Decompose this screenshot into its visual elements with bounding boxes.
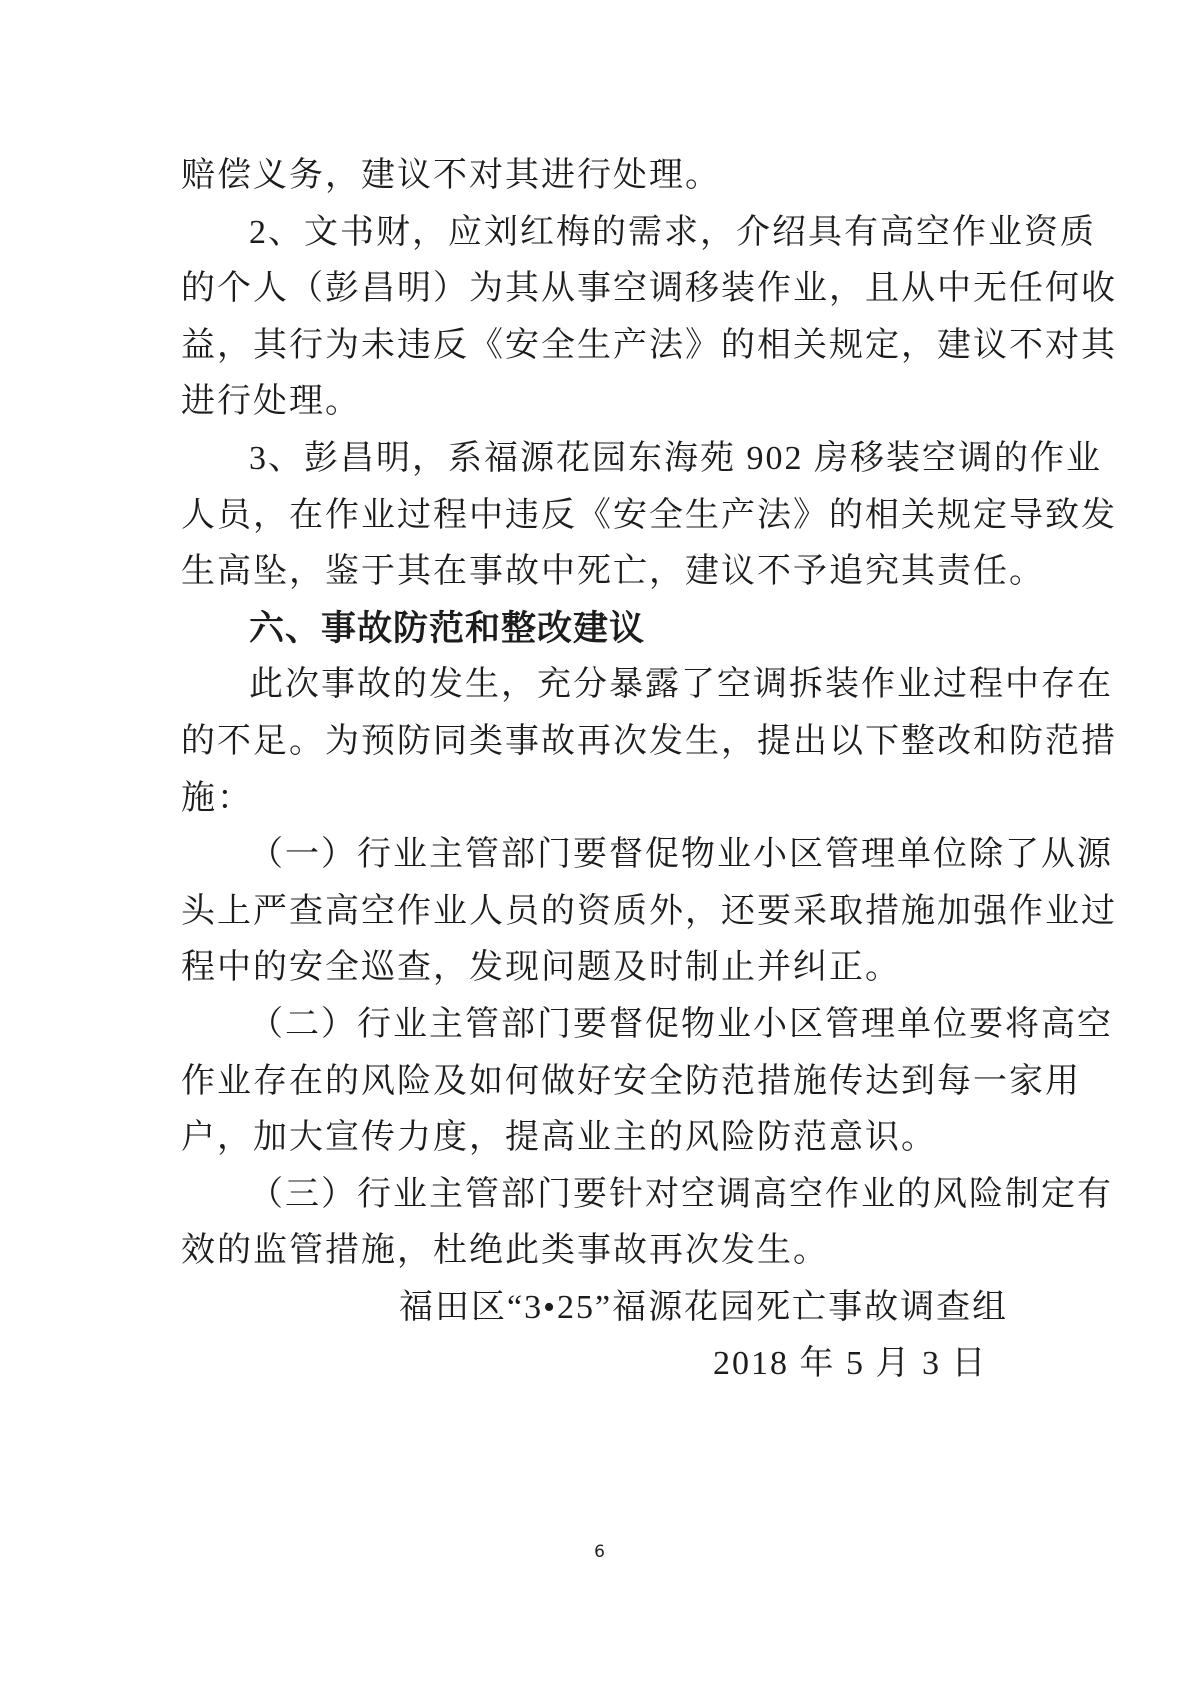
text-line: 3、彭昌明，系福源花园东海苑 902 房移装空调的作业 [249, 439, 1102, 477]
text-line: 生高坠，鉴于其在事故中死亡，建议不予追究其责任。 [181, 553, 1045, 591]
text-line: 的不足。为预防同类事故再次发生，提出以下整改和防范措 [181, 722, 1117, 760]
page-number: 6 [594, 1542, 605, 1562]
text-line: （三）行业主管部门要针对空调高空作业的风险制定有 [249, 1175, 1113, 1213]
text-line: 赔偿义务，建议不对其进行处理。 [181, 157, 721, 194]
text-line: 人员，在作业过程中违反《安全生产法》的相关规定导致发 [181, 496, 1117, 534]
date-line: 2018 年 5 月 3 日 [713, 1345, 988, 1383]
section-heading-line: 六、事故防范和整改建议 [249, 608, 646, 648]
text-line: 户，加大宣传力度，提高业主的风险防范意识。 [181, 1119, 937, 1157]
text-line: （二）行业主管部门要督促物业小区管理单位要将高空 [249, 1005, 1113, 1043]
document-body [181, 148, 1117, 1393]
text-line: 此次事故的发生，充分暴露了空调拆装作业过程中存在 [249, 666, 1113, 704]
text-line: 进行处理。 [181, 383, 361, 421]
text-line: 头上严查高空作业人员的资质外，还要采取措施加强作业过 [181, 892, 1117, 930]
text-line: 作业存在的风险及如何做好安全防范措施传达到每一家用 [181, 1062, 1081, 1100]
text-line: 的个人（彭昌明）为其从事空调移装作业，且从中无任何收 [181, 270, 1117, 308]
text-line: 益，其行为未违反《安全生产法》的相关规定，建议不对其 [181, 326, 1117, 364]
text-line: 2、文书财，应刘红梅的需求，介绍具有高空作业资质 [249, 213, 1096, 251]
text-line: 效的监管措施，杜绝此类事故再次发生。 [181, 1232, 829, 1270]
text-line: 施： [181, 779, 253, 817]
text-line: （一）行业主管部门要督促物业小区管理单位除了从源 [249, 836, 1113, 874]
signature-line: 福田区“3•25”福源花园死亡事故调查组 [399, 1288, 1009, 1326]
text-line: 程中的安全巡查，发现问题及时制止并纠正。 [181, 949, 901, 987]
